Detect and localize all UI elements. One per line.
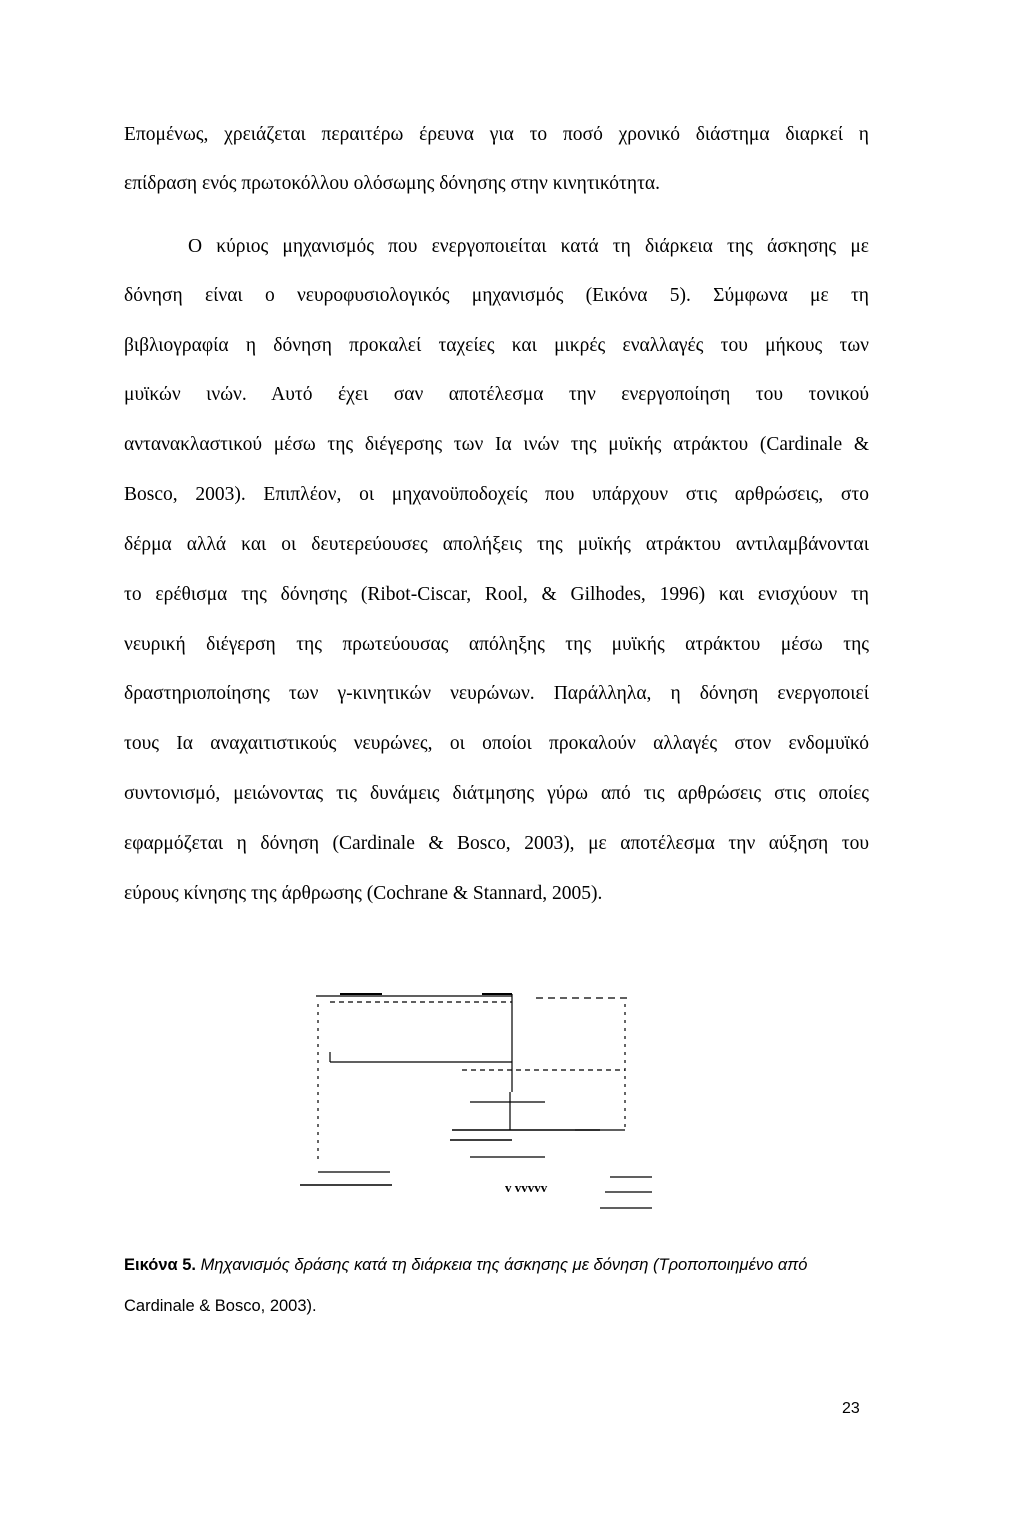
caption-label: Εικόνα 5.	[124, 1256, 196, 1274]
body-line-9: δέρμα αλλά και οι δευτερεύουσες απολήξεις της μυϊκής ατράκτου αντιλαμβάνονται	[124, 534, 869, 555]
body-line-4: δόνηση είναι ο νευροφυσιολογικός μηχανισμός (Εικόνα 5). Σύμφωνα με τη	[124, 285, 869, 306]
body-line-16: εύρους κίνησης της άρθρωσης (Cochrane & Stannard, 2005).	[124, 883, 603, 904]
mechanism-diagram	[300, 982, 630, 1222]
body-line-14: συντονισμό, μειώνοντας τις δυνάμεις διάτμησης γύρω από τις αρθρώσεις στις οποίες	[124, 783, 869, 804]
body-line-3: Ο κύριος μηχανισμός που ενεργοποιείται κατά τη διάρκεια της άσκησης με	[188, 236, 869, 257]
page-number: 23	[842, 1400, 860, 1417]
body-line-2: επίδραση ενός πρωτοκόλλου ολόσωμης δόνησης στην κινητικότητα.	[124, 173, 661, 194]
body-line-5: βιβλιογραφία η δόνηση προκαλεί ταχείες και μικρές εναλλαγές του μήκους των	[124, 335, 869, 356]
body-line-6: μυϊκών ινών. Αυτό έχει σαν αποτέλεσμα την ενεργοποίηση του τονικού	[124, 384, 869, 405]
body-line-12: δραστηριοποίησης των γ-κινητικών νευρώνων. Παράλληλα, η δόνηση ενεργοποιεί	[124, 683, 869, 704]
caption-text: Μηχανισμός δράσης κατά τη διάρκεια της άσκησης με δόνηση (Τροποποιημένο από	[200, 1256, 808, 1274]
body-line-8: Bosco, 2003). Επιπλέον, οι μηχανοϋποδοχείς που υπάρχουν στις αρθρώσεις, στο	[124, 484, 869, 505]
body-line-10: το ερέθισμα της δόνησης (Ribot-Ciscar, Rool, & Gilhodes, 1996) και ενισχύουν τη	[124, 584, 869, 605]
body-line-1: Επομένως, χρειάζεται περαιτέρω έρευνα για το ποσό χρονικό διάστημα διαρκεί η	[124, 124, 869, 145]
vibration-marks: v vvvvv	[505, 1180, 548, 1195]
body-line-11: νευρική διέγερση της πρωτεύουσας απόληξης της μυϊκής ατράκτου μέσω της	[124, 634, 869, 655]
body-line-13: τους Ια αναχαιτιστικούς νευρώνες, οι οποίοι προκαλούν αλλαγές στον ενδομυϊκό	[124, 733, 869, 754]
figure-caption-line-1	[124, 1255, 869, 1275]
body-line-7: αντανακλαστικού μέσω της διέγερσης των Ια ινών της μυϊκής ατράκτου (Cardinale &	[124, 434, 869, 455]
mechanism-figure	[300, 982, 630, 1222]
figure-caption-line-2: Cardinale & Bosco, 2003).	[124, 1297, 317, 1315]
body-line-15: εφαρμόζεται η δόνηση (Cardinale & Bosco, 2003), με αποτέλεσμα την αύξηση του	[124, 833, 869, 854]
